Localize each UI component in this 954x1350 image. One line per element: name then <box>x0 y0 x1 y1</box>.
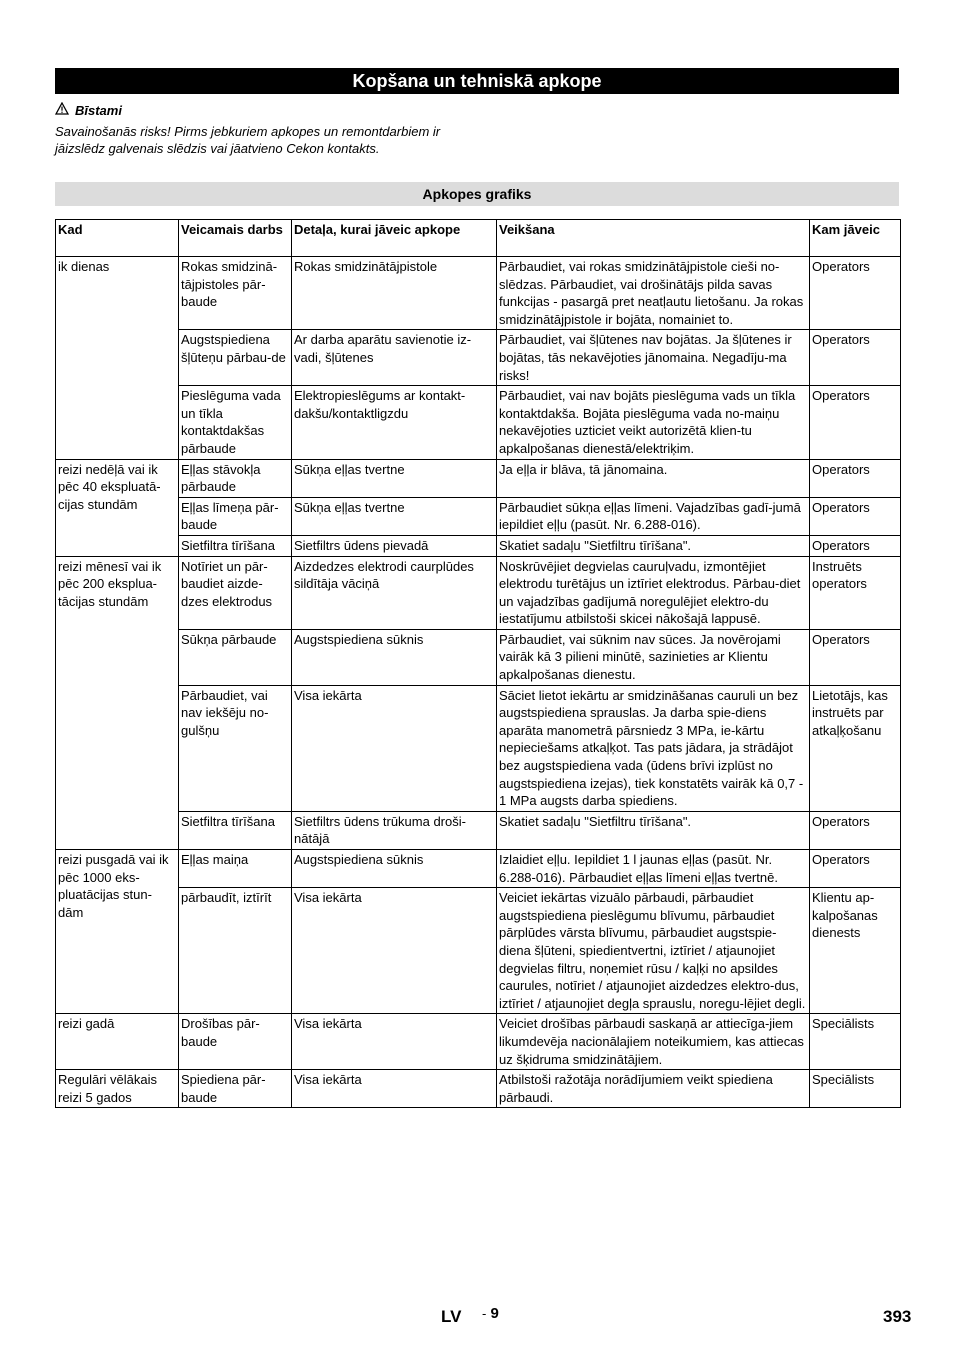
table-row <box>56 386 901 459</box>
footer-local-page <box>482 1305 499 1322</box>
table-row <box>56 629 901 685</box>
footer-language: LV <box>441 1307 462 1326</box>
cell-part: Aizdedzes elektrodi caurplūdes sildītāja vāciņā <box>292 556 497 629</box>
maintenance-schedule-table <box>55 219 901 1108</box>
table-row <box>56 330 901 386</box>
cell-task: Eļļas līmeņa pār-baude <box>179 497 292 535</box>
cell-responsible: Speciālists <box>810 1070 901 1108</box>
cell-task: Drošības pār-baude <box>179 1014 292 1070</box>
footer-local-page-number: 9 <box>490 1305 499 1322</box>
cell-task: Sūkņa pārbaude <box>179 629 292 685</box>
cell-when: reizi pusgadā vai ik pēc 1000 eks-pluatācijas stun-dām <box>56 850 179 1014</box>
cell-task: Sietfiltra tīrīšana <box>179 535 292 556</box>
table-row <box>56 459 901 497</box>
table-row <box>56 497 901 535</box>
cell-procedure: Pārbaudiet sūkņa eļļas līmeni. Vajadzības gadī-jumā iepildiet eļļu (pasūt. Nr. 6.288-016). <box>497 497 810 535</box>
cell-task: Eļļas maiņa <box>179 850 292 888</box>
table-row <box>56 850 901 888</box>
cell-part: Ar darba aparātu savienotie iz-vadi, šļūtenes <box>292 330 497 386</box>
cell-responsible: Lietotājs, kas instruēts par atkaļķošanu <box>810 685 901 811</box>
table-header-row <box>56 220 901 257</box>
cell-procedure: Sāciet lietot iekārtu ar smidzināšanas cauruli un bez augstspiediena sprauslas. Ja darba spie-diens aparāta manometrā pārsniedz 3 MPa, ie-kārtu nepieciešams atkaļķot. Tas pats jādara, ja strādājot bez augstspiediena vada (ūdens brīvi izplūst no augstspiediena izejas), tiek konstatēts vairāk kā 0,7 - 1 MPa augsts darba spiediens. <box>497 685 810 811</box>
cell-part: Visa iekārta <box>292 685 497 811</box>
cell-responsible: Operators <box>810 535 901 556</box>
cell-part: Visa iekārta <box>292 1070 497 1108</box>
cell-procedure: Veiciet drošības pārbaudi saskaņā ar attiecīga-jiem likumdevēja nacionālajiem noteikumiem, kas attiecas uz šķidruma smidzinātājiem. <box>497 1014 810 1070</box>
cell-task: Pieslēguma vada un tīkla kontaktdakšas pārbaude <box>179 386 292 459</box>
table-row <box>56 811 901 849</box>
cell-task: Eļļas stāvokļa pārbaude <box>179 459 292 497</box>
cell-procedure: Noskrūvējiet degvielas cauruļvadu, izmontējiet elektrodu turētājus un iztīriet elektrodus. Pārbau-diet un vajadzības gadījumā noregulējiet elektro-du iestatījumu atbilstoši skicei nākošajā lappusē. <box>497 556 810 629</box>
cell-responsible: Operators <box>810 811 901 849</box>
cell-task: Rokas smidzinā-tājpistoles pār-baude <box>179 257 292 330</box>
column-header: Kam jāveic <box>810 220 901 257</box>
footer-page-number: 393 <box>883 1307 912 1326</box>
cell-procedure: Pārbaudiet, vai šļūtenes nav bojātas. Ja šļūtenes ir bojātas, tās nekavējoties jānomaina. Negadīju-ma risks! <box>497 330 810 386</box>
cell-responsible: Operators <box>810 497 901 535</box>
cell-task: Pārbaudiet, vai nav iekšēju no-gulšņu <box>179 685 292 811</box>
page-title: Kopšana un tehniskā apkope <box>55 68 899 94</box>
table-row <box>56 556 901 629</box>
table-row <box>56 1014 901 1070</box>
column-header: Veikšana <box>497 220 810 257</box>
column-header: Detaļa, kurai jāveic apkope <box>292 220 497 257</box>
table-row <box>56 685 901 811</box>
warning-heading <box>55 102 122 118</box>
column-header: Kad <box>56 220 179 257</box>
cell-procedure: Atbilstoši ražotāja norādījumiem veikt spiediena pārbaudi. <box>497 1070 810 1108</box>
cell-when: ik dienas <box>56 257 179 460</box>
cell-procedure: Skatiet sadaļu "Sietfiltru tīrīšana". <box>497 811 810 849</box>
cell-task: Sietfiltra tīrīšana <box>179 811 292 849</box>
cell-responsible: Operators <box>810 850 901 888</box>
cell-when: reizi mēnesī vai ik pēc 200 eksplua-tācijas stundām <box>56 556 179 850</box>
cell-responsible: Operators <box>810 330 901 386</box>
warning-triangle-icon <box>55 102 69 118</box>
cell-part: Sietfiltrs ūdens pievadā <box>292 535 497 556</box>
cell-procedure: Izlaidiet eļļu. Iepildiet 1 l jaunas eļļas (pasūt. Nr. 6.288-016). Pārbaudiet eļļas līmeni eļļas tvertnē. <box>497 850 810 888</box>
column-header: Veicamais darbs <box>179 220 292 257</box>
cell-procedure: Ja eļļa ir blāva, tā jānomaina. <box>497 459 810 497</box>
section-title: Apkopes grafiks <box>55 182 899 206</box>
cell-part: Augstspiediena sūknis <box>292 629 497 685</box>
cell-part: Rokas smidzinātājpistole <box>292 257 497 330</box>
cell-when: reizi gadā <box>56 1014 179 1070</box>
cell-part: Sūkņa eļļas tvertne <box>292 497 497 535</box>
table-row <box>56 888 901 1014</box>
cell-task: Spiediena pār-baude <box>179 1070 292 1108</box>
cell-procedure: Pārbaudiet, vai rokas smidzinātājpistole cieši no-slēdzas. Pārbaudiet, vai drošinātājs pilda savas funkcijas - pasargā pret neatļautu lietošanu. Ja rokas smidzinātājpistole ir bojāta, nomainiet to. <box>497 257 810 330</box>
cell-responsible: Instruēts operators <box>810 556 901 629</box>
footer-dash: - <box>482 1306 487 1321</box>
cell-task: Augstspiediena šļūteņu pārbau-de <box>179 330 292 386</box>
cell-part: Sietfiltrs ūdens trūkuma droši-nātājā <box>292 811 497 849</box>
cell-part: Augstspiediena sūknis <box>292 850 497 888</box>
warning-label: Bīstami <box>75 102 122 118</box>
warning-text: Savainošanās risks! Pirms jebkuriem apkopes un remontdarbiem ir jāizslēdz galvenais slēdzis vai jāatvieno Cekon kontakts. <box>55 124 441 156</box>
cell-procedure: Skatiet sadaļu "Sietfiltru tīrīšana". <box>497 535 810 556</box>
cell-part: Visa iekārta <box>292 888 497 1014</box>
cell-when: reizi nedēļā vai ik pēc 40 ekspluatā-cijas stundām <box>56 459 179 556</box>
table-row <box>56 535 901 556</box>
cell-when: Regulāri vēlākais reizi 5 gados <box>56 1070 179 1108</box>
cell-part: Elektropieslēgums ar kontakt-dakšu/kontaktligzdu <box>292 386 497 459</box>
table-body <box>56 257 901 1108</box>
cell-responsible: Operators <box>810 629 901 685</box>
cell-responsible: Operators <box>810 386 901 459</box>
cell-responsible: Operators <box>810 459 901 497</box>
cell-responsible: Operators <box>810 257 901 330</box>
table-row <box>56 1070 901 1108</box>
cell-procedure: Pārbaudiet, vai sūknim nav sūces. Ja novērojami vairāk kā 3 pilieni minūtē, sazinieties ar Klientu apkalpošanas dienestu. <box>497 629 810 685</box>
cell-responsible: Klientu ap-kalpošanas dienests <box>810 888 901 1014</box>
cell-task: pārbaudīt, iztīrīt <box>179 888 292 1014</box>
cell-part: Sūkņa eļļas tvertne <box>292 459 497 497</box>
cell-procedure: Veiciet iekārtas vizuālo pārbaudi, pārbaudiet augstspiediena pieslēgumu blīvumu, pārbaudiet pārplūdes vārsta blīvumu, pārbaudiet augstspie-diena šļūteni, spiedientvertni, iztīriet / atjaunojiet degvielas filtru, noņemiet rūsu / kaļķi no apsildes caurules, notīriet / atjaunojiet aizdedzes elektro-dus, iztīriet / atjaunojiet degļa sprauslu, noregu-lējiet degli. <box>497 888 810 1014</box>
cell-task: Notīriet un pār-baudiet aizde-dzes elektrodus <box>179 556 292 629</box>
cell-part: Visa iekārta <box>292 1014 497 1070</box>
table-row <box>56 257 901 330</box>
cell-procedure: Pārbaudiet, vai nav bojāts pieslēguma vads un tīkla kontaktdakša. Bojāta pieslēguma vada no-maiņu nekavējoties uzticiet veikt autorizētā klien-tu apkalpošanas dienestā/elektriķim. <box>497 386 810 459</box>
cell-responsible: Speciālists <box>810 1014 901 1070</box>
